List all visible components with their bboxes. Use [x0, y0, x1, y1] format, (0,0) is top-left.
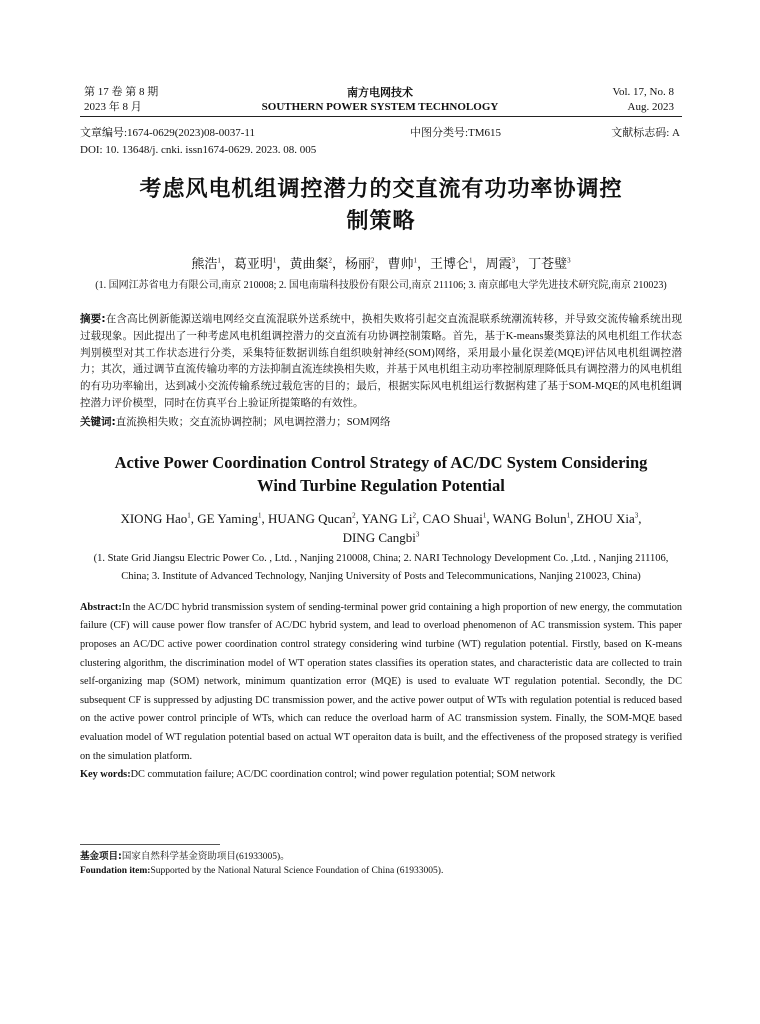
- abstract-en: [80, 599, 682, 766]
- keywords-en-label: Key words:: [80, 769, 131, 781]
- fund-en: [80, 864, 682, 878]
- title-en-line: Active Power Coordination Control Strategy of AC/DC System Considering: [114, 452, 648, 472]
- author-affiliation-index: 3: [634, 511, 639, 520]
- header-rule: [80, 116, 682, 117]
- keywords-en: [80, 766, 682, 784]
- author: ZHOU Xia$^3$: [576, 510, 639, 526]
- keywords-cn-label: 关键词:: [80, 415, 116, 428]
- keywords-en-text: DC commutation failure; AC/DC coordination control; wind power regulation potential; SOM network: [130, 769, 556, 781]
- volume-cn: 第 17 卷 第 8 期: [84, 86, 159, 98]
- author: DING Cangbi$^3$: [342, 529, 420, 545]
- author: 杨丽$^2$: [344, 256, 375, 271]
- volume-en: Vol. 17, No. 8: [612, 86, 674, 98]
- author: 丁苍璧$^3$: [528, 256, 571, 271]
- author-affiliation-index: 2: [328, 256, 332, 265]
- fund-cn-text: 国家自然科学基金资助项目(61933005)。: [121, 852, 290, 863]
- abstract-cn: [80, 311, 682, 413]
- volume-info-cn: [84, 85, 158, 115]
- article-front-matter: [80, 174, 682, 878]
- author: CAO Shuai$^1$: [422, 510, 487, 526]
- author: XIONG Hao$^1$: [120, 510, 191, 526]
- title-cn-line: 制策略: [346, 209, 416, 234]
- fund-cn: [80, 850, 682, 864]
- author-affiliation-index: 1: [566, 511, 571, 520]
- author-affiliation-index: 1: [413, 256, 418, 265]
- title-cn: [80, 174, 682, 238]
- author-affiliation-index: 3: [415, 530, 420, 539]
- affiliation-en: (1. State Grid Jiangsu Electric Power Co. , Ltd. , Nanjing 210008, China; 2. NARI Technology Development Co. ,Ltd. , Nanjing 211106, China; 3. Institute of Advanced Technology, Nanjing University of Posts and Telecommunications, Nanjing 210023, China): [93, 552, 669, 583]
- abstract-en-label: Abstract:: [80, 601, 122, 613]
- document-code: 文献标志码: A: [611, 127, 680, 139]
- date-cn: 2023 年 8 月: [84, 101, 142, 113]
- footnote-rule: [80, 844, 220, 845]
- author: 熊浩$^1$: [191, 256, 221, 271]
- author-affiliation-index: 2: [352, 511, 356, 520]
- author: 周霞$^3$: [485, 256, 516, 271]
- journal-name-en: SOUTHERN POWER SYSTEM TECHNOLOGY: [261, 101, 499, 113]
- affiliation-cn: (1. 国网江苏省电力有限公司,南京 210008; 2. 国电南瑞科技股份有限公司,南京 211106; 3. 南京邮电大学先进技术研究院,南京 210023): [95, 280, 667, 291]
- author: YANG Li$^2$: [361, 510, 417, 526]
- author-affiliation-index: 2: [370, 256, 375, 265]
- fund-cn-label: 基金项目:: [80, 851, 122, 863]
- author: 曹帅$^1$: [387, 256, 418, 271]
- volume-info-en: [612, 85, 674, 115]
- title-en: [80, 451, 682, 497]
- author-affiliation-index: 1: [257, 511, 262, 520]
- author-affiliation-index: 1: [187, 511, 191, 520]
- author: HUANG Qucan$^2$: [267, 510, 356, 526]
- author: WANG Bolun$^1$: [492, 510, 571, 526]
- author: GE Yaming$^1$: [197, 510, 262, 526]
- doi: DOI: 10. 13648/j. cnki. issn1674-0629. 2023. 08. 005: [80, 144, 317, 156]
- clc-number: 中图分类号:TM615: [410, 127, 502, 139]
- date-en: Aug. 2023: [627, 101, 674, 113]
- author-affiliation-index: 3: [511, 256, 516, 265]
- journal-name-cn: 南方电网技术: [347, 86, 413, 99]
- keywords-cn-text: 直流换相失败；交直流协调控制；风电调控潜力；SOM网络: [115, 416, 391, 428]
- author-affiliation-index: 1: [482, 511, 487, 520]
- author: 葛亚明$^1$: [233, 256, 277, 271]
- fund-en-label: Foundation item:: [80, 866, 151, 877]
- authors-cn: 熊浩$^1$，葛亚明$^1$，黄曲粲$^2$，杨丽$^2$，曹帅$^1$，王博仑$^1$，周霞$^3$，丁苍璧$^3$: [191, 256, 571, 271]
- fund-en-text: Supported by the National Natural Science Foundation of China (61933005).: [150, 866, 444, 877]
- journal-name: [230, 85, 530, 115]
- author-affiliation-index: 2: [412, 511, 417, 520]
- authors-en: XIONG Hao$^1$, GE Yaming$^1$, HUANG Qucan$^2$, YANG Li$^2$, CAO Shuai$^1$, WANG Bolun$^1$, ZHOU Xia$^3$, DING Cangbi$^3$: [120, 510, 642, 545]
- abstract-cn-label: 摘要:: [80, 313, 106, 325]
- author-affiliation-index: 3: [567, 256, 571, 265]
- abstract-cn-text: 在含高比例新能源送端电网经交直流混联外送系统中，换相失败将引起交直流混联系统潮流转移，并导致交流传输系统出现过载现象。因此提出了一种考虑风电机组调控潜力的交直流有功协调控制策略。首先，基于K-means聚类算法的风电机组工作状态判别模型对其工作状态进行分类，采集特征数据训练自组织映射神经(SOM)网络，采用最小量化误差(MQE)评估风电机组调控潜力；其次，通过调节直流传输功率的方法抑制直流连续换相失败，并基于风电机组主动功率控制原理降低具有调控潜力的风电机组的有功功率输出，达到减小交流传输系统过载危害的目的；最后，根据实际风电机组运行数据构建了基于SOM-MQE的风电机组调控潜力评价模型，同时在仿真平台上验证所提策略的有效性。: [80, 314, 683, 409]
- author: 黄曲粲$^2$: [289, 256, 332, 271]
- article-number: 文章编号:1674-0629(2023)08-0037-11: [80, 127, 255, 139]
- author-affiliation-index: 1: [469, 256, 473, 265]
- footnote: [80, 850, 682, 878]
- abstract-en-text: In the AC/DC hybrid transmission system of sending-terminal power grid containing a high proportion of new energy, the commutation failure (CF) will cause power flow transfer of AC/DC hybrid system, and lead to overload phenomenon of AC transmission system. This paper proposes an AC/DC active power coordination control strategy considering wind turbine (WT) regulation potential. Firstly, based on K-means clustering algorithm, the discrimination model of WT operation states classifies its operation states, and characteristic data are collected to train self-organizing map (SOM) network, minimum quantization error (MQE) is used to evaluate WT regulation potential. Secondly, the DC subsequent CF is suppressed by adjusting DC transmission power, and the active power output of WTs with regulation potential is reduced based on the active power control principle of WTs, which can reduce the overload harm of AC transmission system. Finally, the SOM-MQE based evaluation model of WT regulation potential based on actual WT operaiton data is built, and the effectiveness of the proposed strategy is verified on the simulation platform.: [80, 601, 682, 762]
- author-affiliation-index: 1: [217, 256, 221, 265]
- title-en-line: Wind Turbine Regulation Potential: [257, 475, 505, 495]
- keywords-cn: [80, 414, 682, 431]
- footnote-block: [80, 844, 682, 878]
- author: 王博仑$^1$: [430, 256, 473, 271]
- title-cn-line: 考虑风电机组调控潜力的交直流有功功率协调控: [139, 177, 623, 202]
- author-affiliation-index: 1: [272, 256, 277, 265]
